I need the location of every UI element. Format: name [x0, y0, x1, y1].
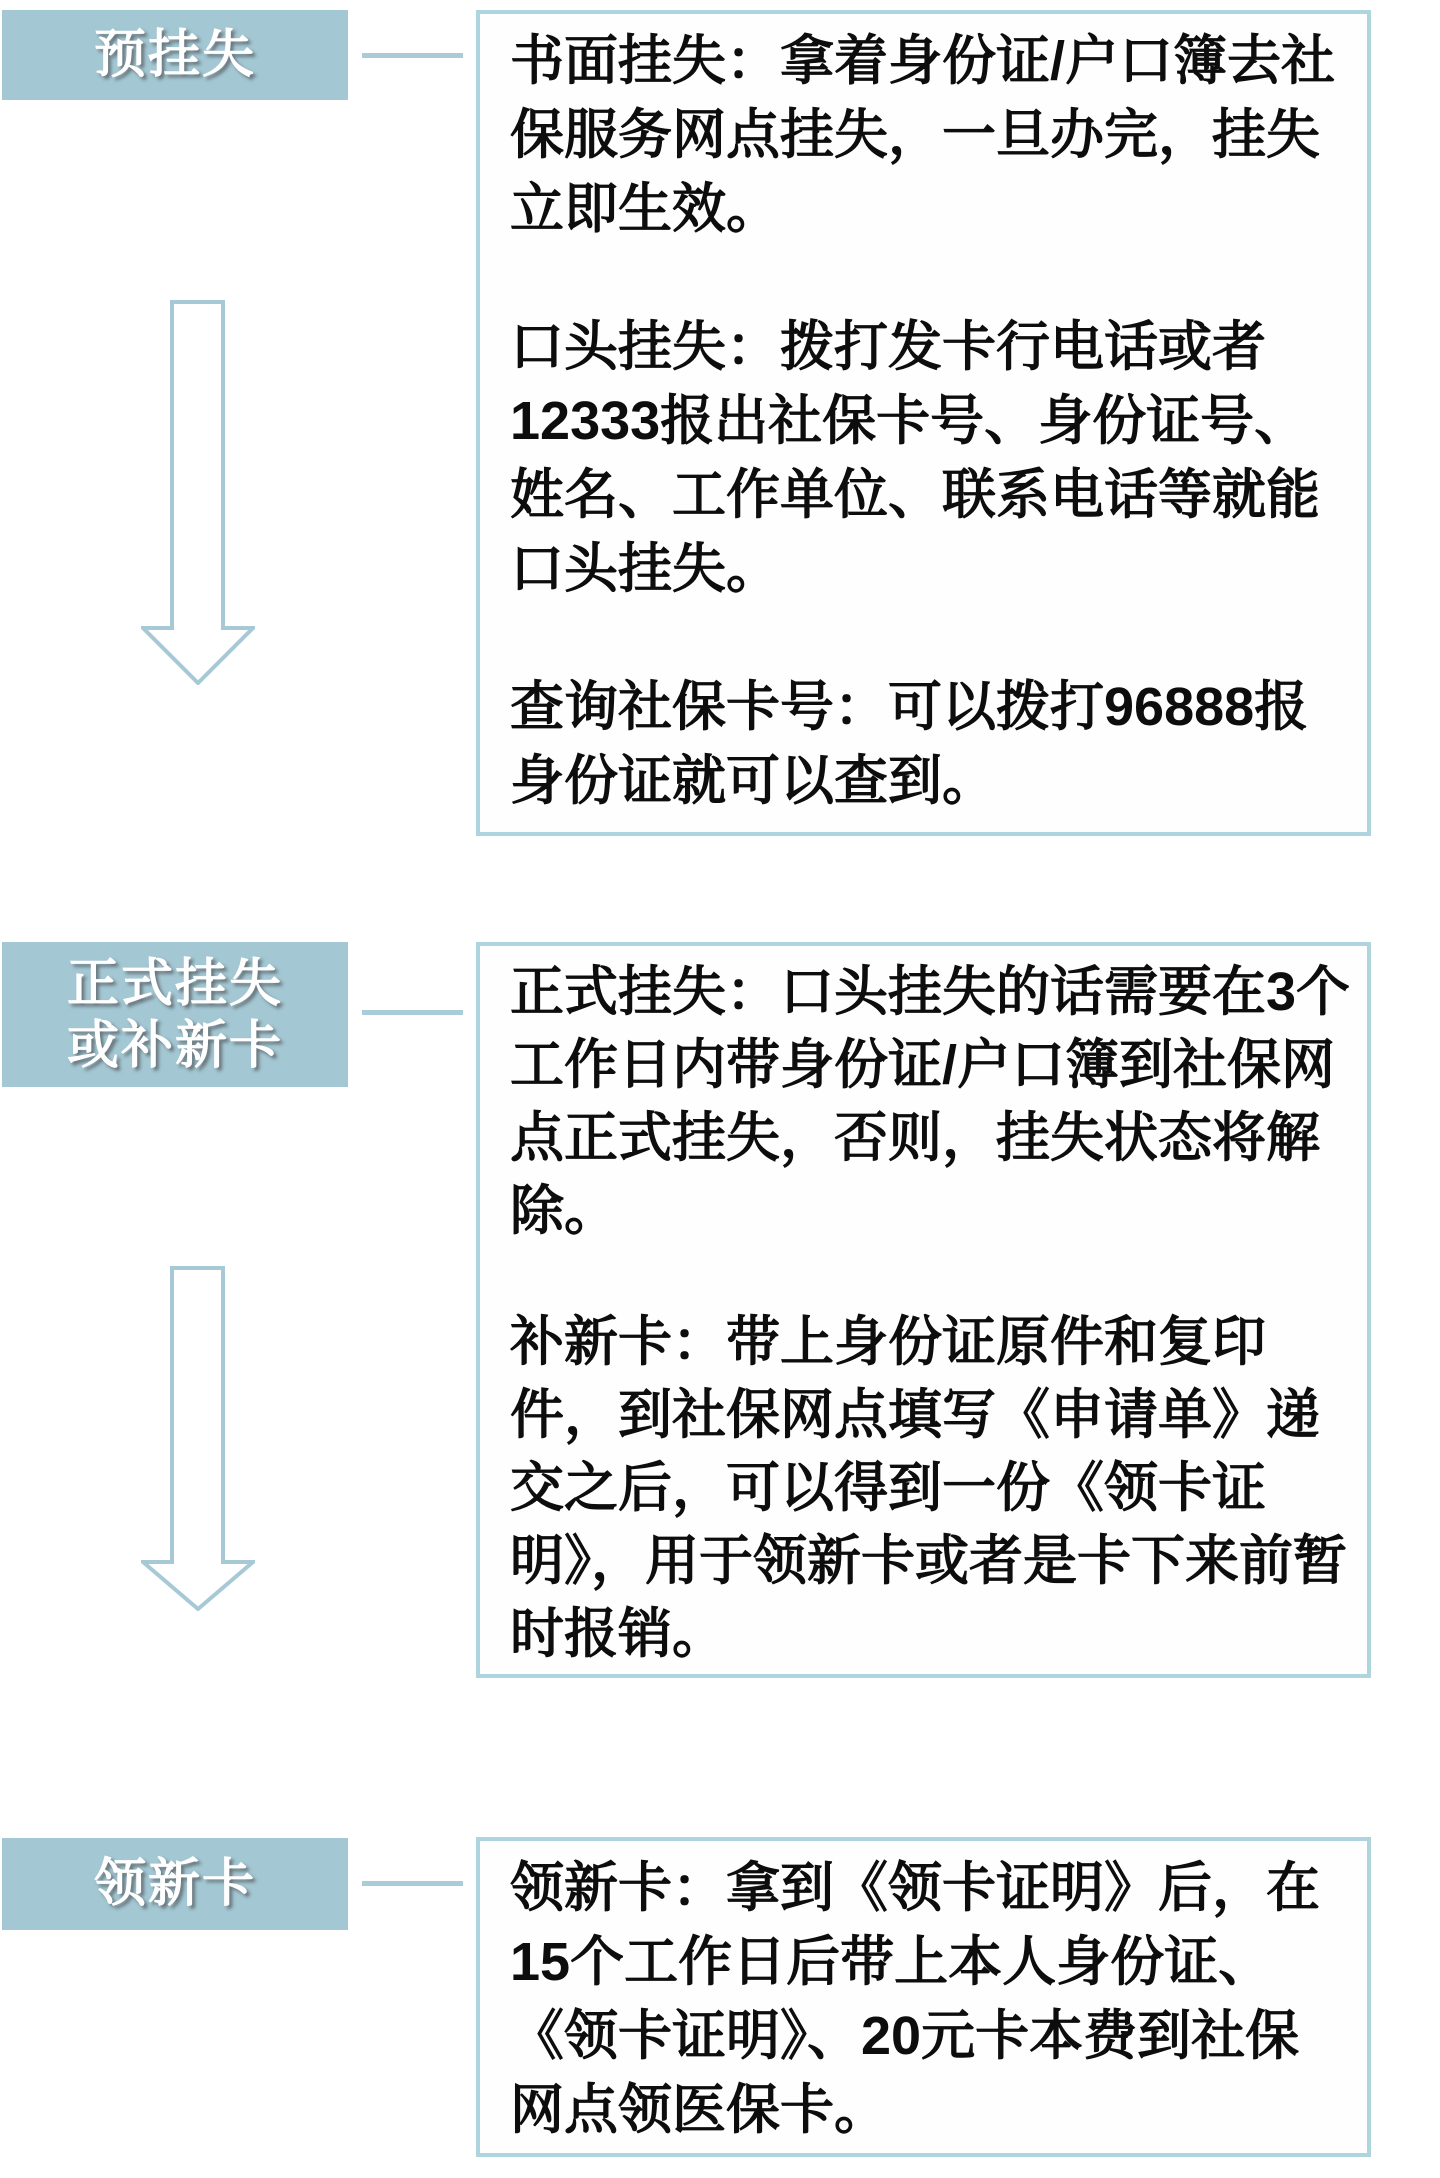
connector-line-step3	[362, 1881, 463, 1886]
paragraph-replace-new-card: 补新卡：带上身份证原件和复印件，到社保网点填写《申请单》递交之后，可以得到一份《领卡证明》，用于领新卡或者是卡下来前暂时报销。	[510, 1312, 1347, 1664]
step-label-text: 领新卡	[93, 1855, 256, 1913]
step-label-formal-report-or-new-card	[2, 942, 348, 1087]
paragraph-query-card-number: 查询社保卡号：可以拨打96888报身份证就可以查到。	[510, 677, 1309, 811]
paragraph-written-loss-report: 书面挂失：拿着身份证/户口簿去社保服务网点挂失，一旦办完，挂失立即生效。	[510, 31, 1336, 239]
connector-line-step1	[362, 53, 463, 58]
step-label-text-line2: 或补新卡	[66, 1016, 283, 1075]
paragraph-formal-loss-report: 正式挂失：口头挂失的话需要在3个工作日内带身份证/户口簿到社保网点正式挂失，否则，挂失状态将解除。	[510, 962, 1351, 1241]
step-label-pre-loss-report	[2, 10, 348, 100]
step-label-text-line1: 正式挂失	[66, 954, 283, 1013]
down-arrow-icon	[141, 300, 255, 685]
paragraph-get-new-card: 领新卡：拿到《领卡证明》后，在15个工作日后带上本人身份证、《领卡证明》、20元卡本费到社保网点领医保卡。	[510, 1858, 1320, 2140]
connector-line-step2	[362, 1010, 463, 1015]
detail-box-formal-report-or-new-card	[476, 942, 1371, 1678]
down-arrow-icon	[141, 1266, 255, 1611]
paragraph-verbal-loss-report: 口头挂失：拨打发卡行电话或者12333报出社保卡号、身份证号、姓名、工作单位、联系电话等就能口头挂失。	[510, 317, 1320, 599]
detail-box-get-new-card	[476, 1837, 1371, 2157]
step-label-text: 预挂失	[93, 26, 256, 84]
detail-box-pre-loss-report	[476, 10, 1371, 836]
step-label-get-new-card	[2, 1838, 348, 1930]
